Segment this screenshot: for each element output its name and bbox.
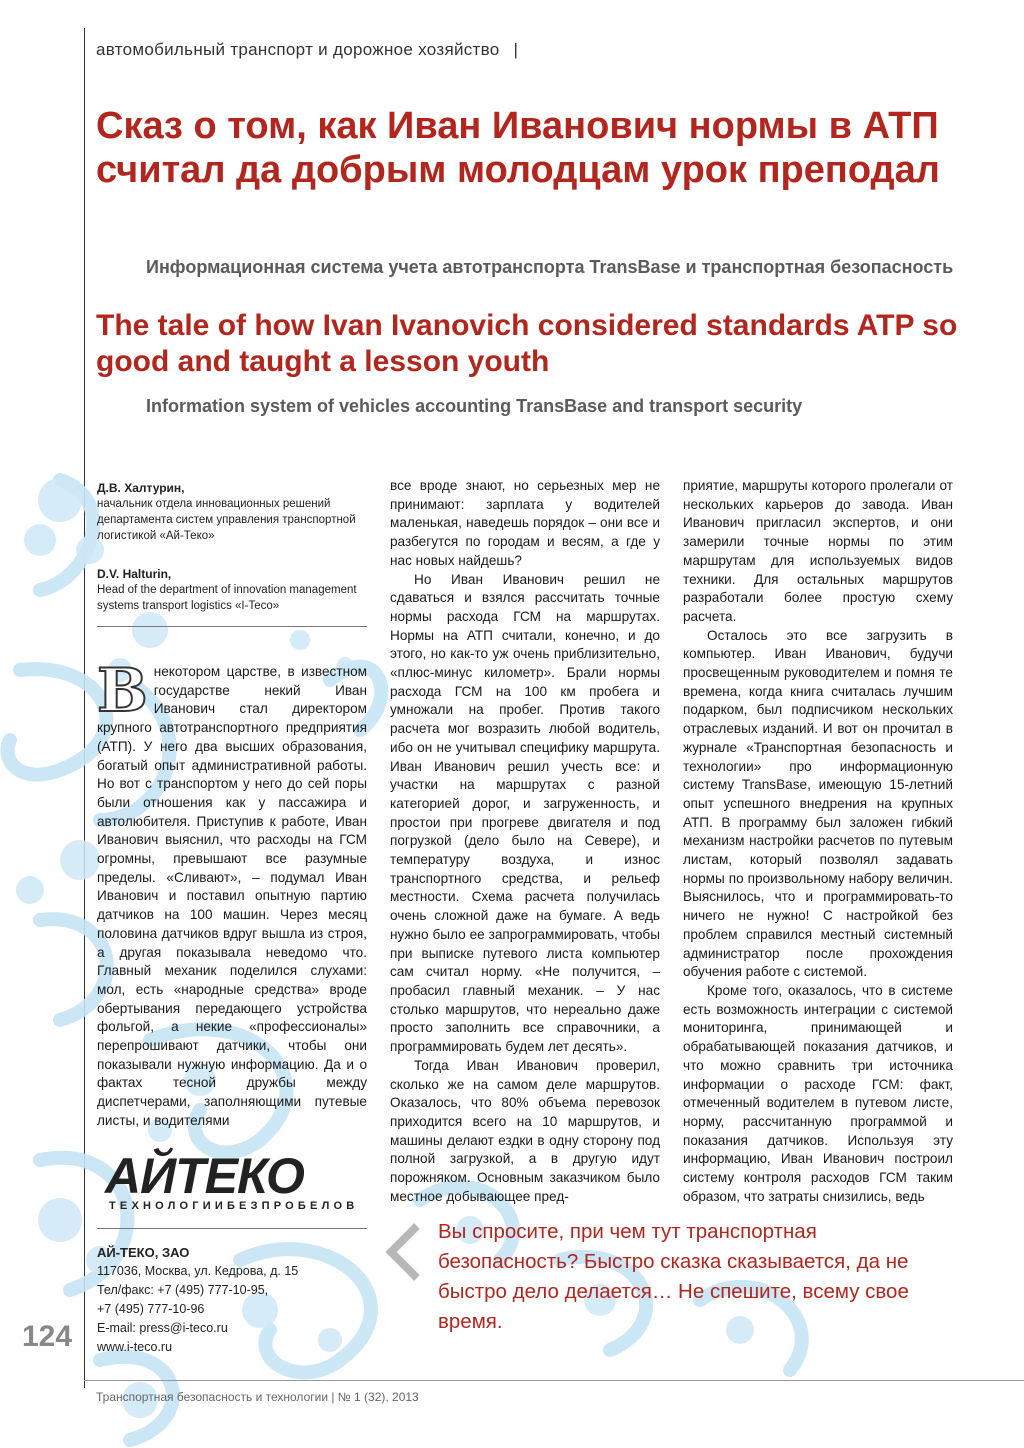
- article-column-1: [97, 656, 367, 1131]
- header-separator: |: [513, 40, 519, 59]
- paragraph: Кроме того, оказалось, что в системе есть возможность интеграции с системой мониторинга, принимающей и обрабатывающей показания датчиков, и что можно сравнить три источника информации о расходе ГСМ: факт, отмеченный водителем в путевом листе, норму, рассчитанную программой и показания датчиков. Используя эту информацию, Иван Иванович построил систему контроля расходов ГСМ таким образом, что затраты снизились, ведь: [683, 982, 953, 1204]
- paragraph: Но Иван Иванович решил не сдаваться и взялся рассчитать точные нормы расхода ГСМ на маршрутах. Нормы на АТП считали, конечно, и до этого, но как-то уж очень приблизительно, «плюс-минус километр». Брали нормы расхода ГСМ на 100 км пробега и умножали на пробег. Против такого расчета мог возразить любой водитель, ибо он не учитывал специфику маршрута. Иван Иванович решил учесть все: и участки на маршрутах с разной категорией дорог, и загруженность, и простои при прогреве двигателя и под погрузкой (дело было на Севере), и температуру воздуха, и износ транспортного средства, и рельеф местности. Схема расчета получилась очень сложной даже на бумаге. А ведь нужно было ее запрограммировать, чтобы при выписке путевого листа компьютер сам считал норму. «Не получится, – пробасил главный механик. – У нас столько маршрутов, что нереально даже просто заполнить все справочники, а программировать будем лет десять».: [390, 571, 660, 1055]
- chevron-left-icon: [383, 1222, 423, 1282]
- paragraph: Тогда Иван Иванович проверил, сколько же на самом деле маршрутов. Оказалось, что 80% объема перевозок приходится всего на 10 маршрутов, и машины делают ездки в одну сторону под полной загрузкой, а в другую идут порожняком. Основным заказчиком было местное добывающее пред-: [390, 1057, 660, 1204]
- article-title-ru: Сказ о том, как Иван Иванович нормы в АТП считал да добрым молодцам урок преподал: [96, 105, 940, 191]
- company-phone: Тел/факс: +7 (495) 777-10-95,: [97, 1283, 269, 1297]
- section-label: автомобильный транспорт и дорожное хозяйство: [96, 40, 500, 59]
- company-contacts: [97, 1243, 367, 1357]
- drop-cap: В: [97, 656, 148, 726]
- company-email: E-mail: press@i-teco.ru: [97, 1321, 228, 1335]
- author-role-ru: начальник отдела инновационных решений департамента систем управления транспортной логистикой «Ай-Теко»: [97, 498, 356, 542]
- author-en: [97, 566, 367, 614]
- company-logo: [97, 1148, 367, 1218]
- footer-journal: Транспортная безопасность и технологии | № 1 (32), 2013: [96, 1390, 419, 1404]
- company-address: 117036, Москва, ул. Кедрова, д. 15: [97, 1264, 299, 1278]
- section-header: [96, 40, 518, 60]
- company-phone-2: +7 (495) 777-10-96: [97, 1302, 205, 1316]
- article-column-2: [390, 477, 660, 1206]
- logo-wordmark: АЙТЕКО: [105, 1148, 304, 1204]
- author-role-en: Head of the department of innovation management systems transport logistics «I-Teco»: [97, 584, 357, 612]
- paragraph: все вроде знают, но серьезных мер не принимают: зарплата у водителей маленькая, наведешь порядок – они все и разбегутся по городам и весям, а где у нас новых найдешь?: [390, 478, 660, 568]
- company-website: www.i-teco.ru: [97, 1340, 173, 1354]
- paragraph: Осталось это все загрузить в компьютер. Иван Иванович, будучи просвещенным руководителем и помня те времена, когда книга считалась лучшим подарком, был подписчиком нескольких отраслевых изданий. И вот он прочитал в журнале «Транспортная безопасность и технологии» про информационную систему TransBase, имеющую 15-летний опыт успешного внедрения на крупных АТП. В программу был заложен гибкий механизм настройки расчетов по путевым листам, который позволял задавать нормы по произвольному набору величин. Выяснилось, что и программировать-то ничего не нужно! С настройкой без проблем справился местный системный администратор после прохождения обучения работе с системой.: [683, 627, 953, 980]
- article-title-en: The tale of how Ivan Ivanovich considered standards ATP so good and taught a lesson youth: [96, 309, 958, 378]
- author-name-en: D.V. Halturin,: [97, 567, 172, 581]
- logo-slogan: ТЕХНОЛОГИИБЕЗПРОБЕЛОВ: [109, 1200, 359, 1212]
- page-number: 124: [22, 1320, 73, 1353]
- article-column-3: [683, 477, 953, 1206]
- paragraph: приятие, маршруты которого пролегали от нескольких карьеров до завода. Иван Иванович пригласил экспертов, и они замерили точные нормы по этим маршрутам для используемых видов техники. Для остальных маршрутов разработали более простую схему расчета.: [683, 478, 953, 624]
- author-ru: [97, 480, 367, 544]
- article-subtitle-ru: Информационная система учета автотранспорта TransBase и транспортная безопасность: [146, 257, 954, 277]
- author-name-ru: Д.В. Халтурин,: [97, 481, 185, 495]
- footer-rule: [84, 1380, 1024, 1381]
- article-subtitle-en: Information system of vehicles accounting TransBase and transport security: [146, 396, 803, 416]
- author-divider: [97, 626, 367, 627]
- logo-divider: [97, 1228, 367, 1229]
- pull-quote: Вы спросите, при чем тут транспортная безопасность? Быстро сказка сказывается, да не быстро дело делается… Не спешите, всему свое время.: [438, 1220, 909, 1333]
- paragraph: некотором царстве, в известном государстве некий Иван Иванович стал директором крупного автотранспортного предприятия (АТП). У него два высших образования, богатый опыт административной работы. Но вот с транспортом у него до сей поры были отношения как у пассажира и автолюбителя. Приступив к работе, Иван Иванович выяснил, что расходы на ГСМ огромны, превышают все разумные пределы. «Сливают», – подумал Иван Иванович и поставил опытную партию датчиков на 100 машин. Через месяц половина датчиков вдруг вышла из строя, а другая показывала неведомо что. Главный механик поделился слухами: мол, есть «народные средства» вроде обертывания передающего устройства фольгой, а некие «профессионалы» перепрошивают датчики, чтобы они показывали нужную информацию. Да и о фактах тесной дружбы между диспетчерами, заполняющими путевые листы, и водителями: [97, 664, 367, 1128]
- company-name: АЙ-ТЕКО, ЗАО: [97, 1245, 190, 1260]
